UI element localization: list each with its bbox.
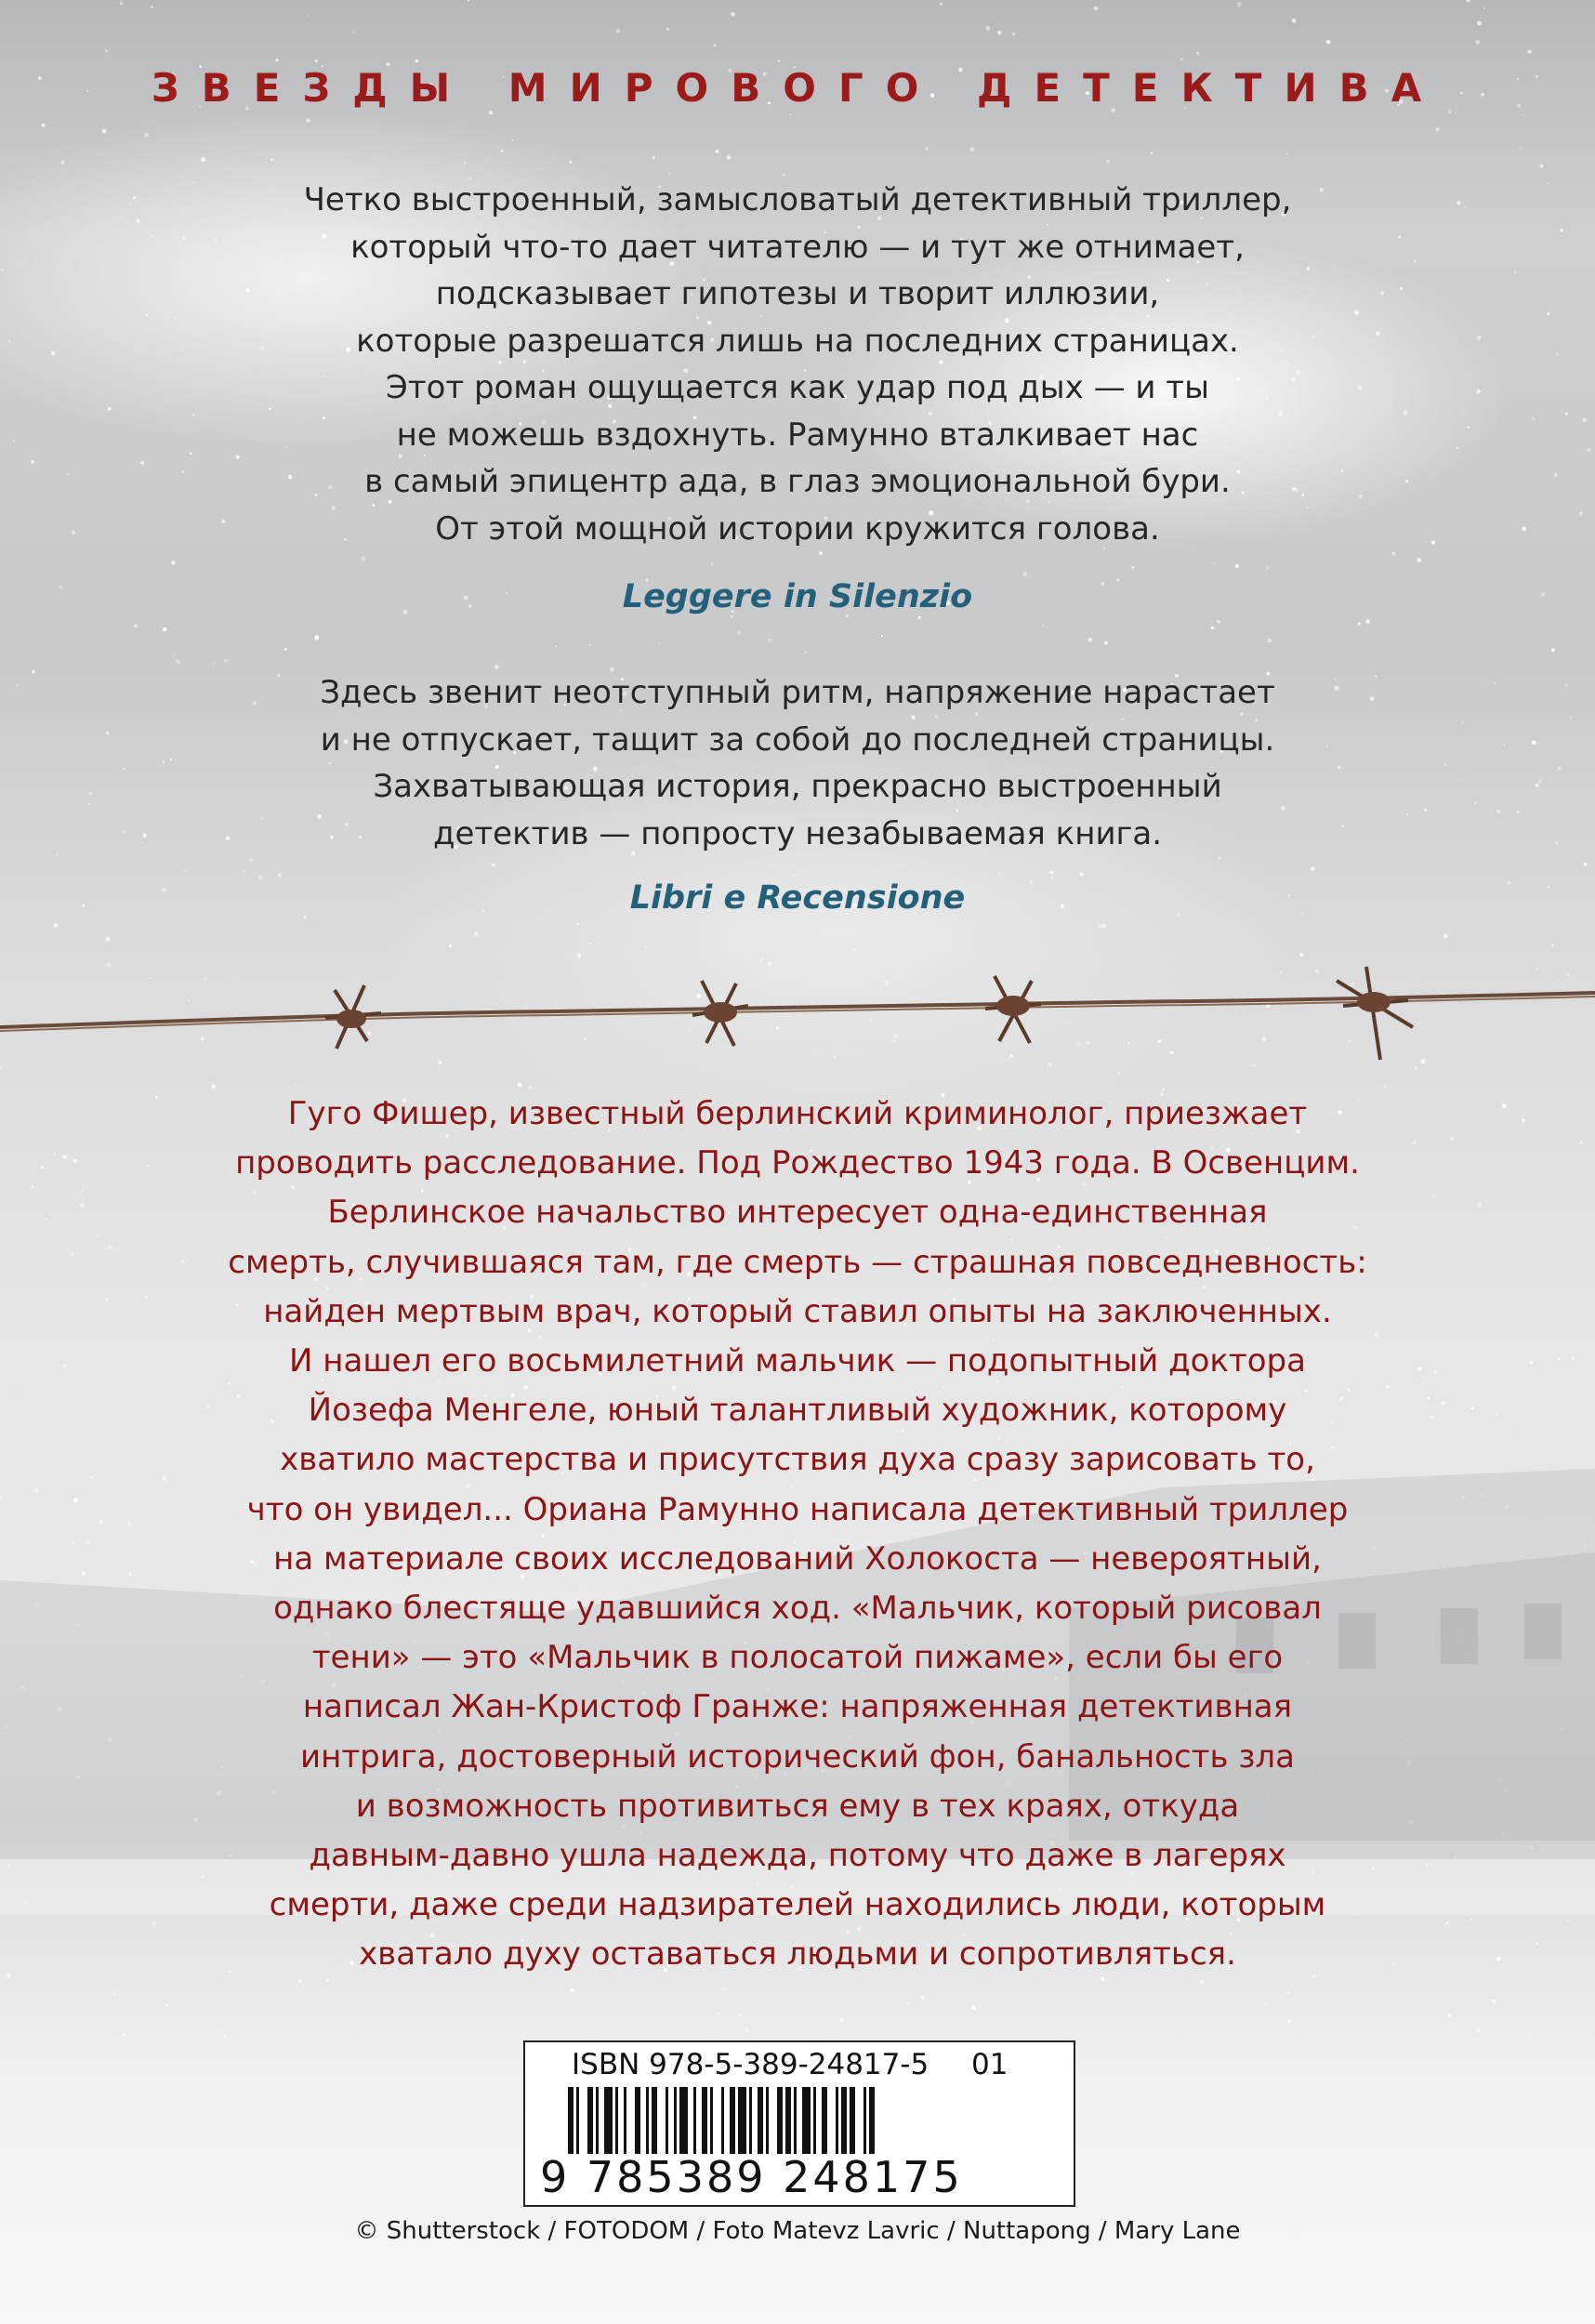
review-line: Здесь звенит неотступный ритм, напряжение нарастает bbox=[320, 674, 1275, 711]
description-line: что он увидел... Ориана Рамунно написала детективный триллер bbox=[246, 1490, 1349, 1528]
description-line: Гуго Фишер, известный берлинский криминолог, приезжает bbox=[287, 1095, 1308, 1132]
review-line: подсказывает гипотезы и творит иллюзии, bbox=[435, 275, 1160, 312]
review-source-2: Libri e Recensione bbox=[629, 879, 966, 917]
review-line: Этот роман ощущается как удар под дых — и ты bbox=[386, 369, 1209, 406]
barcode-bars bbox=[568, 2087, 1033, 2159]
isbn-addon-code: 01 bbox=[971, 2048, 1008, 2081]
review-line: и не отпускает, тащит за собой до последней страницы. bbox=[320, 720, 1275, 759]
photo-credits: © Shutterstock / FOTODOM / Foto Matevz Lavric / Nuttapong / Mary Lane bbox=[354, 2217, 1241, 2245]
review-line: детектив — попросту незабываемая книга. bbox=[432, 814, 1163, 852]
review-line: не можешь вздохнуть. Рамунно вталкивает нас bbox=[396, 416, 1199, 454]
description-line: тени» — это «Мальчик в полосатой пижаме», если бы его bbox=[311, 1639, 1284, 1677]
description-line: найден мертвым врач, который ставил опыты на заключенных. bbox=[263, 1292, 1332, 1330]
description-line: Йозефа Менгеле, юный талантливый художник, которому bbox=[308, 1392, 1287, 1430]
isbn-number: ISBN 978-5-389-24817-5 bbox=[572, 2048, 929, 2081]
description-line: Берлинское начальство интересует одна-единственная bbox=[327, 1194, 1268, 1232]
description-line: хватило мастерства и присутствия духа сразу зарисовать то, bbox=[280, 1441, 1315, 1479]
description-line: давным-давно ушла надежда, потому что даже в лагерях bbox=[309, 1837, 1286, 1875]
description-line: хватало духу оставаться людьми и сопротивляться. bbox=[359, 1935, 1236, 1974]
description-line: на материале своих исследований Холокоста — невероятный, bbox=[273, 1539, 1322, 1578]
barbed-wire-image bbox=[0, 939, 1595, 1078]
review-line: в самый эпицентр ада, в глаз эмоциональной бури. bbox=[364, 463, 1231, 500]
review-line: Захватывающая история, прекрасно выстроенный bbox=[373, 768, 1222, 805]
description-line: написал Жан-Кристоф Гранже: напряженная детективная bbox=[302, 1688, 1293, 1726]
review-line: которые разрешатся лишь на последних страницах. bbox=[356, 322, 1239, 360]
description-line: однако блестяще удавшийся ход. «Мальчик, который рисовал bbox=[273, 1590, 1322, 1628]
review-quote-1 bbox=[186, 177, 1409, 552]
description-line: интрига, достоверный исторический фон, банальность зла bbox=[300, 1737, 1295, 1776]
review-line: Четко выстроенный, замысловатый детективный триллер, bbox=[303, 181, 1292, 218]
review-line: который что-то дает читателю — и тут же отнимает, bbox=[350, 228, 1245, 266]
review-line: От этой мощной истории кружится голова. bbox=[435, 509, 1160, 548]
ean-digits: 9 785389 248175 bbox=[540, 2152, 963, 2202]
series-heading: ЗВЕЗДЫ МИРОВОГО ДЕТЕКТИВА bbox=[151, 65, 1444, 111]
description-line: И нашел его восьмилетний мальчик — подопытный доктора bbox=[289, 1342, 1306, 1380]
isbn-barcode bbox=[523, 2040, 1075, 2207]
book-description bbox=[112, 1089, 1483, 1980]
description-line: смерть, случившаяся там, где смерть — страшная повседневность: bbox=[228, 1243, 1367, 1281]
review-source-1: Leggere in Silenzio bbox=[622, 578, 973, 615]
description-line: проводить расследование. Под Рождество 1943 года. В Освенцим. bbox=[235, 1144, 1360, 1182]
description-line: смерти, даже среди надзирателей находились люди, которым bbox=[269, 1886, 1326, 1924]
description-line: и возможность противиться ему в тех краях, откуда bbox=[355, 1787, 1240, 1825]
review-quote-2 bbox=[186, 669, 1409, 857]
